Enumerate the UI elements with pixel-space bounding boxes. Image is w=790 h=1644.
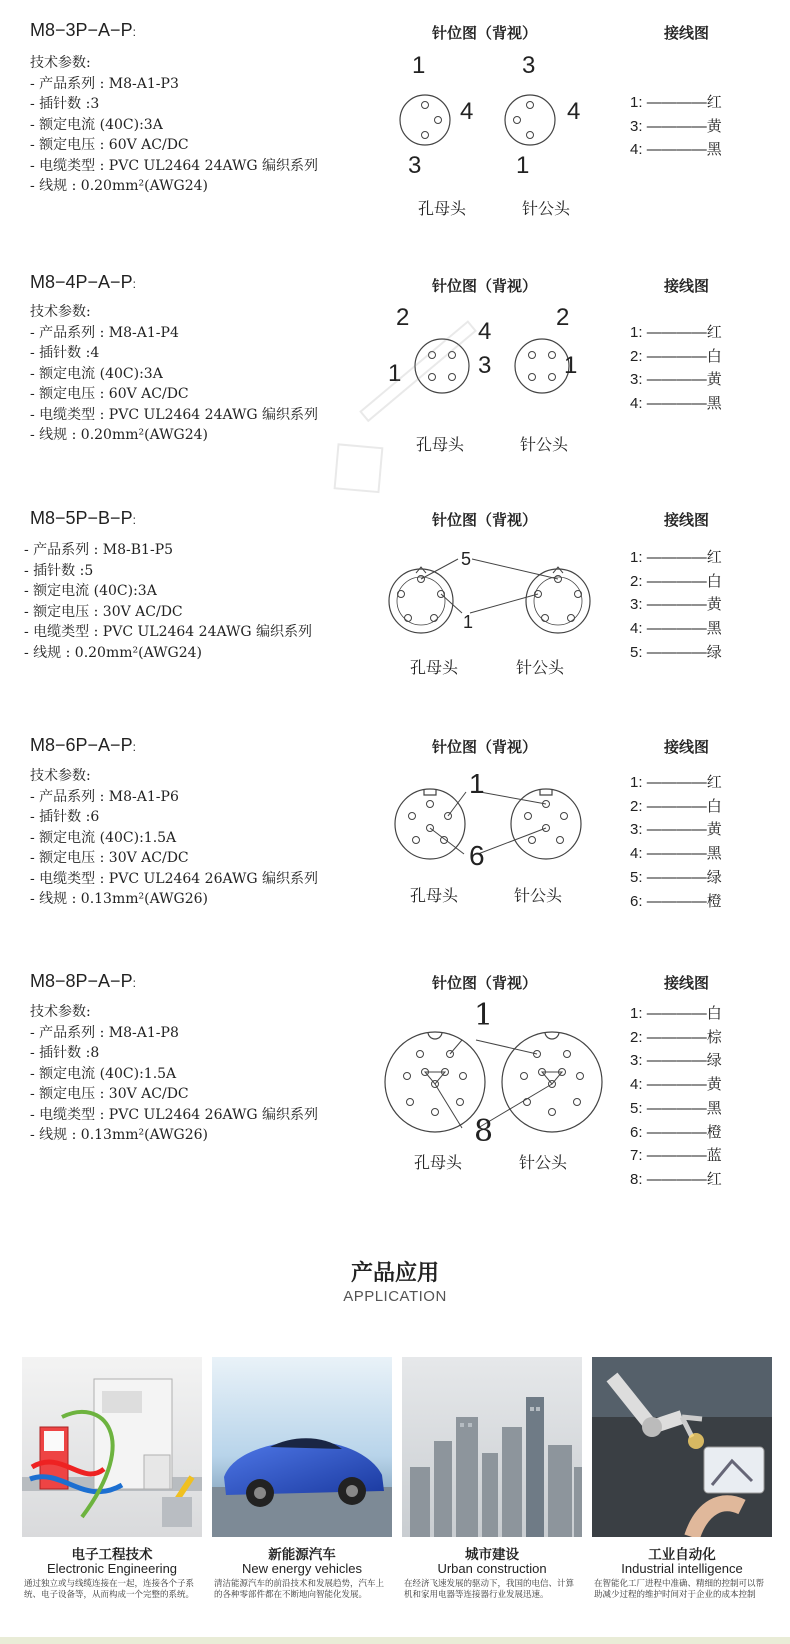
female-head-label: 孔母头: [410, 658, 459, 677]
male-pin: [527, 132, 534, 139]
wiring-diagram-header: 接线图: [664, 511, 710, 529]
wire-row: 7: ————蓝: [630, 1146, 722, 1165]
wire-row: 6: ————橙: [630, 891, 722, 910]
pin-number: 1: [388, 360, 402, 387]
spec-line: - 线规 : 0.20mm²(AWG24): [30, 178, 208, 194]
callout-number: 1: [463, 612, 474, 632]
female-head-label: 孔母头: [418, 199, 467, 218]
card-title-en: New energy vehicles: [242, 1561, 362, 1576]
wiring-diagram-header: 接线图: [664, 738, 710, 756]
wire-row: 5: ————黑: [630, 1098, 722, 1117]
wiring-list: [630, 771, 722, 913]
pin-number: 3: [408, 152, 422, 179]
card-title-zh: 新能源汽车: [268, 1547, 336, 1563]
spec-line: 技术参数:: [30, 55, 91, 71]
spec-line: - 电缆类型 : PVC UL2464 24AWG 编织系列: [30, 406, 319, 423]
tech-specs: [30, 53, 318, 197]
application-card-urban: [402, 1357, 582, 1627]
wiring-diagram-header: 接线图: [664, 24, 710, 42]
robot-arm-tablet-photo: [592, 1357, 772, 1537]
spec-line: - 线规 : 0.13mm²(AWG26): [30, 1127, 208, 1143]
wire-row: 4: ————黑: [630, 394, 722, 413]
pin-diagram-header: 针位图（背视）: [432, 277, 538, 295]
card-title-zh: 工业自动化: [648, 1547, 716, 1563]
blue-sports-car-photo: [212, 1357, 392, 1537]
wire-row: 1: ————红: [630, 323, 722, 341]
spec-line: - 产品系列 : M8-A1-P6: [30, 788, 179, 805]
callout-number: 1: [469, 768, 485, 799]
female-head-label: 孔母头: [410, 886, 459, 905]
spec-line: - 线规 : 0.13mm²(AWG26): [30, 891, 208, 907]
spec-line: - 额定电压 : 60V AC/DC: [30, 137, 189, 153]
spec-line: - 额定电流 (40C):3A: [30, 365, 163, 382]
tech-specs: [30, 302, 318, 446]
pin-number: 2: [556, 304, 570, 331]
wire-row: 2: ————白: [630, 346, 722, 365]
pin-number: 1: [564, 352, 578, 379]
pin-number: 3: [522, 52, 536, 79]
pin-number: 4: [567, 98, 581, 125]
application-card-industrial: [592, 1357, 772, 1627]
spec-line: - 产品系列 : M8-A1-P4: [30, 324, 179, 341]
pin-number: 4: [478, 318, 492, 345]
spec-line: - 产品系列 : M8-B1-P5: [24, 542, 174, 558]
card-title-en: Industrial intelligence: [621, 1561, 743, 1576]
spec-line: - 额定电流 (40C):3A: [30, 116, 163, 133]
card-title-zh: 电子工程技术: [71, 1547, 153, 1563]
spec-line: - 额定电流 (40C):1.5A: [30, 829, 177, 846]
pin-diagram-header: 针位图（背视）: [432, 511, 538, 529]
pin-diagram-5p: [378, 553, 598, 653]
pin-number: 2: [396, 304, 410, 331]
card-description: 通过独立或与线缆连接在一起，连接各个子系统、电子设备等，从而构成一个完整的系统。: [24, 1579, 195, 1600]
pin-diagram-header: 针位图（背视）: [432, 738, 538, 756]
model-title: M8−8P−A−P:: [30, 971, 136, 991]
female-connector-outline: [385, 1032, 485, 1132]
wire-row: 6: ————橙: [630, 1122, 722, 1141]
male-head-label: 针公头: [520, 435, 569, 454]
wiring-diagram-header: 接线图: [664, 277, 710, 295]
male-connector-outline: [505, 95, 555, 145]
card-title-en: Urban construction: [437, 1561, 547, 1576]
pin-number: 1: [516, 152, 530, 179]
card-title-zh: 城市建设: [465, 1547, 519, 1563]
wire-row: 3: ————黄: [630, 116, 722, 135]
tech-specs: [30, 766, 318, 910]
spec-line: 技术参数:: [30, 1004, 91, 1020]
pin-number: 3: [478, 352, 492, 379]
application-card-electronic: [22, 1357, 202, 1627]
spec-line: - 电缆类型 : PVC UL2464 24AWG 编织系列: [24, 624, 313, 640]
male-head-label: 针公头: [522, 199, 571, 218]
spec-line: - 线规 : 0.20mm²(AWG24): [30, 427, 208, 443]
wire-row: 4: ————黑: [630, 140, 722, 159]
application-subtitle: APPLICATION: [343, 1288, 447, 1305]
spec-line: - 电缆类型 : PVC UL2464 26AWG 编织系列: [30, 1106, 319, 1123]
wire-row: 3: ————黄: [630, 595, 722, 614]
pin-number: 1: [412, 52, 426, 79]
wire-row: 3: ————黄: [630, 370, 722, 389]
callout-number: 1: [474, 998, 494, 1033]
wire-row: 5: ————绿: [630, 642, 722, 661]
bottom-bar: [0, 1637, 790, 1644]
wiring-diagram-header: 接线图: [664, 974, 710, 992]
pin-diagram-8p: [380, 1018, 610, 1148]
wire-row: 4: ————黑: [630, 844, 722, 863]
female-pin-hole: [422, 102, 429, 109]
spec-line: - 额定电压 : 30V AC/DC: [30, 850, 189, 866]
wiring-list: [630, 1002, 722, 1192]
spec-line: - 额定电压 : 30V AC/DC: [30, 1086, 189, 1102]
spec-line: - 产品系列 : M8-A1-P8: [30, 1024, 179, 1041]
spec-line: - 额定电流 (40C):3A: [24, 583, 157, 599]
spec-line: 技术参数:: [30, 768, 91, 784]
male-head-label: 针公头: [514, 886, 563, 905]
wire-row: 5: ————绿: [630, 867, 722, 886]
spec-line: - 插针数 :6: [30, 809, 100, 825]
spec-line: - 插针数 :5: [24, 562, 94, 579]
spec-line: - 电缆类型 : PVC UL2464 26AWG 编织系列: [30, 870, 319, 887]
callout-number: 6: [469, 840, 485, 871]
model-title: M8−3P−A−P:: [30, 20, 136, 40]
pin-diagram-header: 针位图（背视）: [432, 974, 538, 992]
spec-line: - 插针数 :3: [30, 96, 100, 112]
spec-line: - 额定电压 : 30V AC/DC: [24, 603, 183, 620]
model-title: M8−6P−A−P:: [30, 735, 136, 755]
male-pin: [527, 102, 534, 109]
male-pin: [514, 117, 521, 124]
model-title: M8−4P−A−P:: [30, 272, 136, 292]
spec-line: - 线规 : 0.20mm²(AWG24): [24, 644, 202, 661]
spec-line: - 额定电压 : 60V AC/DC: [30, 386, 189, 402]
spec-line: - 额定电流 (40C):1.5A: [30, 1065, 177, 1082]
application-title: 产品应用: [350, 1261, 439, 1286]
wiring-list: [630, 546, 722, 665]
callout-number: 5: [461, 549, 472, 569]
female-pin-hole: [422, 132, 429, 139]
tech-specs: [30, 1002, 318, 1146]
pin-diagram-header: 针位图（背视）: [432, 24, 538, 42]
female-head-label: 孔母头: [416, 435, 465, 454]
city-skyline-photo: [402, 1357, 582, 1537]
spec-line: 技术参数:: [30, 304, 91, 320]
female-head-label: 孔母头: [414, 1153, 463, 1172]
female-pin-hole: [435, 117, 442, 124]
wire-row: 8: ————红: [630, 1169, 722, 1188]
male-head-label: 针公头: [516, 658, 565, 677]
wire-row: 3: ————绿: [630, 1051, 722, 1070]
card-description: 在智能化工厂进程中准确、精细的控制可以帮助减少过程的维护时间对于企业的成本控制: [594, 1579, 765, 1600]
spec-line: - 产品系列 : M8-A1-P3: [30, 75, 179, 92]
card-title-en: Electronic Engineering: [46, 1561, 178, 1576]
male-head-label: 针公头: [519, 1153, 568, 1172]
wire-row: 1: ————红: [630, 548, 722, 566]
wire-row: 1: ————红: [630, 773, 722, 791]
wiring-list: [630, 321, 722, 416]
pin-number: 4: [460, 98, 474, 125]
male-connector-outline: [515, 339, 569, 393]
wire-row: 1: ————红: [630, 93, 722, 111]
card-description: 清洁能源汽车的前沿技术和发展趋势，汽车上的各种零部件都在不断地向智能化发展。: [214, 1579, 385, 1600]
wire-row: 2: ————白: [630, 571, 722, 590]
female-connector-outline: [415, 339, 469, 393]
wire-row: 2: ————白: [630, 796, 722, 815]
female-connector-outline: [400, 95, 450, 145]
spec-line: - 插针数 :8: [30, 1045, 100, 1061]
wire-row: 4: ————黑: [630, 619, 722, 638]
spec-line: - 插针数 :4: [30, 345, 100, 361]
din-rail-module-photo: [22, 1357, 202, 1537]
wiring-list: [630, 91, 722, 162]
card-description: 在经济飞速发展的驱动下，我国的电信、计算机和家用电器等连接器行业发展迅速。: [404, 1579, 575, 1600]
wire-row: 2: ————棕: [630, 1027, 722, 1046]
model-title: M8−5P−B−P:: [30, 508, 136, 528]
application-card-vehicles: [212, 1357, 392, 1627]
tech-specs: [24, 540, 312, 663]
wire-row: 4: ————黄: [630, 1075, 722, 1094]
wire-row: 3: ————黄: [630, 820, 722, 839]
callout-number: 8: [474, 1114, 494, 1149]
pin-diagram-6p: [392, 770, 602, 880]
spec-line: - 电缆类型 : PVC UL2464 24AWG 编织系列: [30, 157, 319, 174]
wire-row: 1: ————白: [630, 1004, 722, 1022]
male-connector-outline: [502, 1032, 602, 1132]
